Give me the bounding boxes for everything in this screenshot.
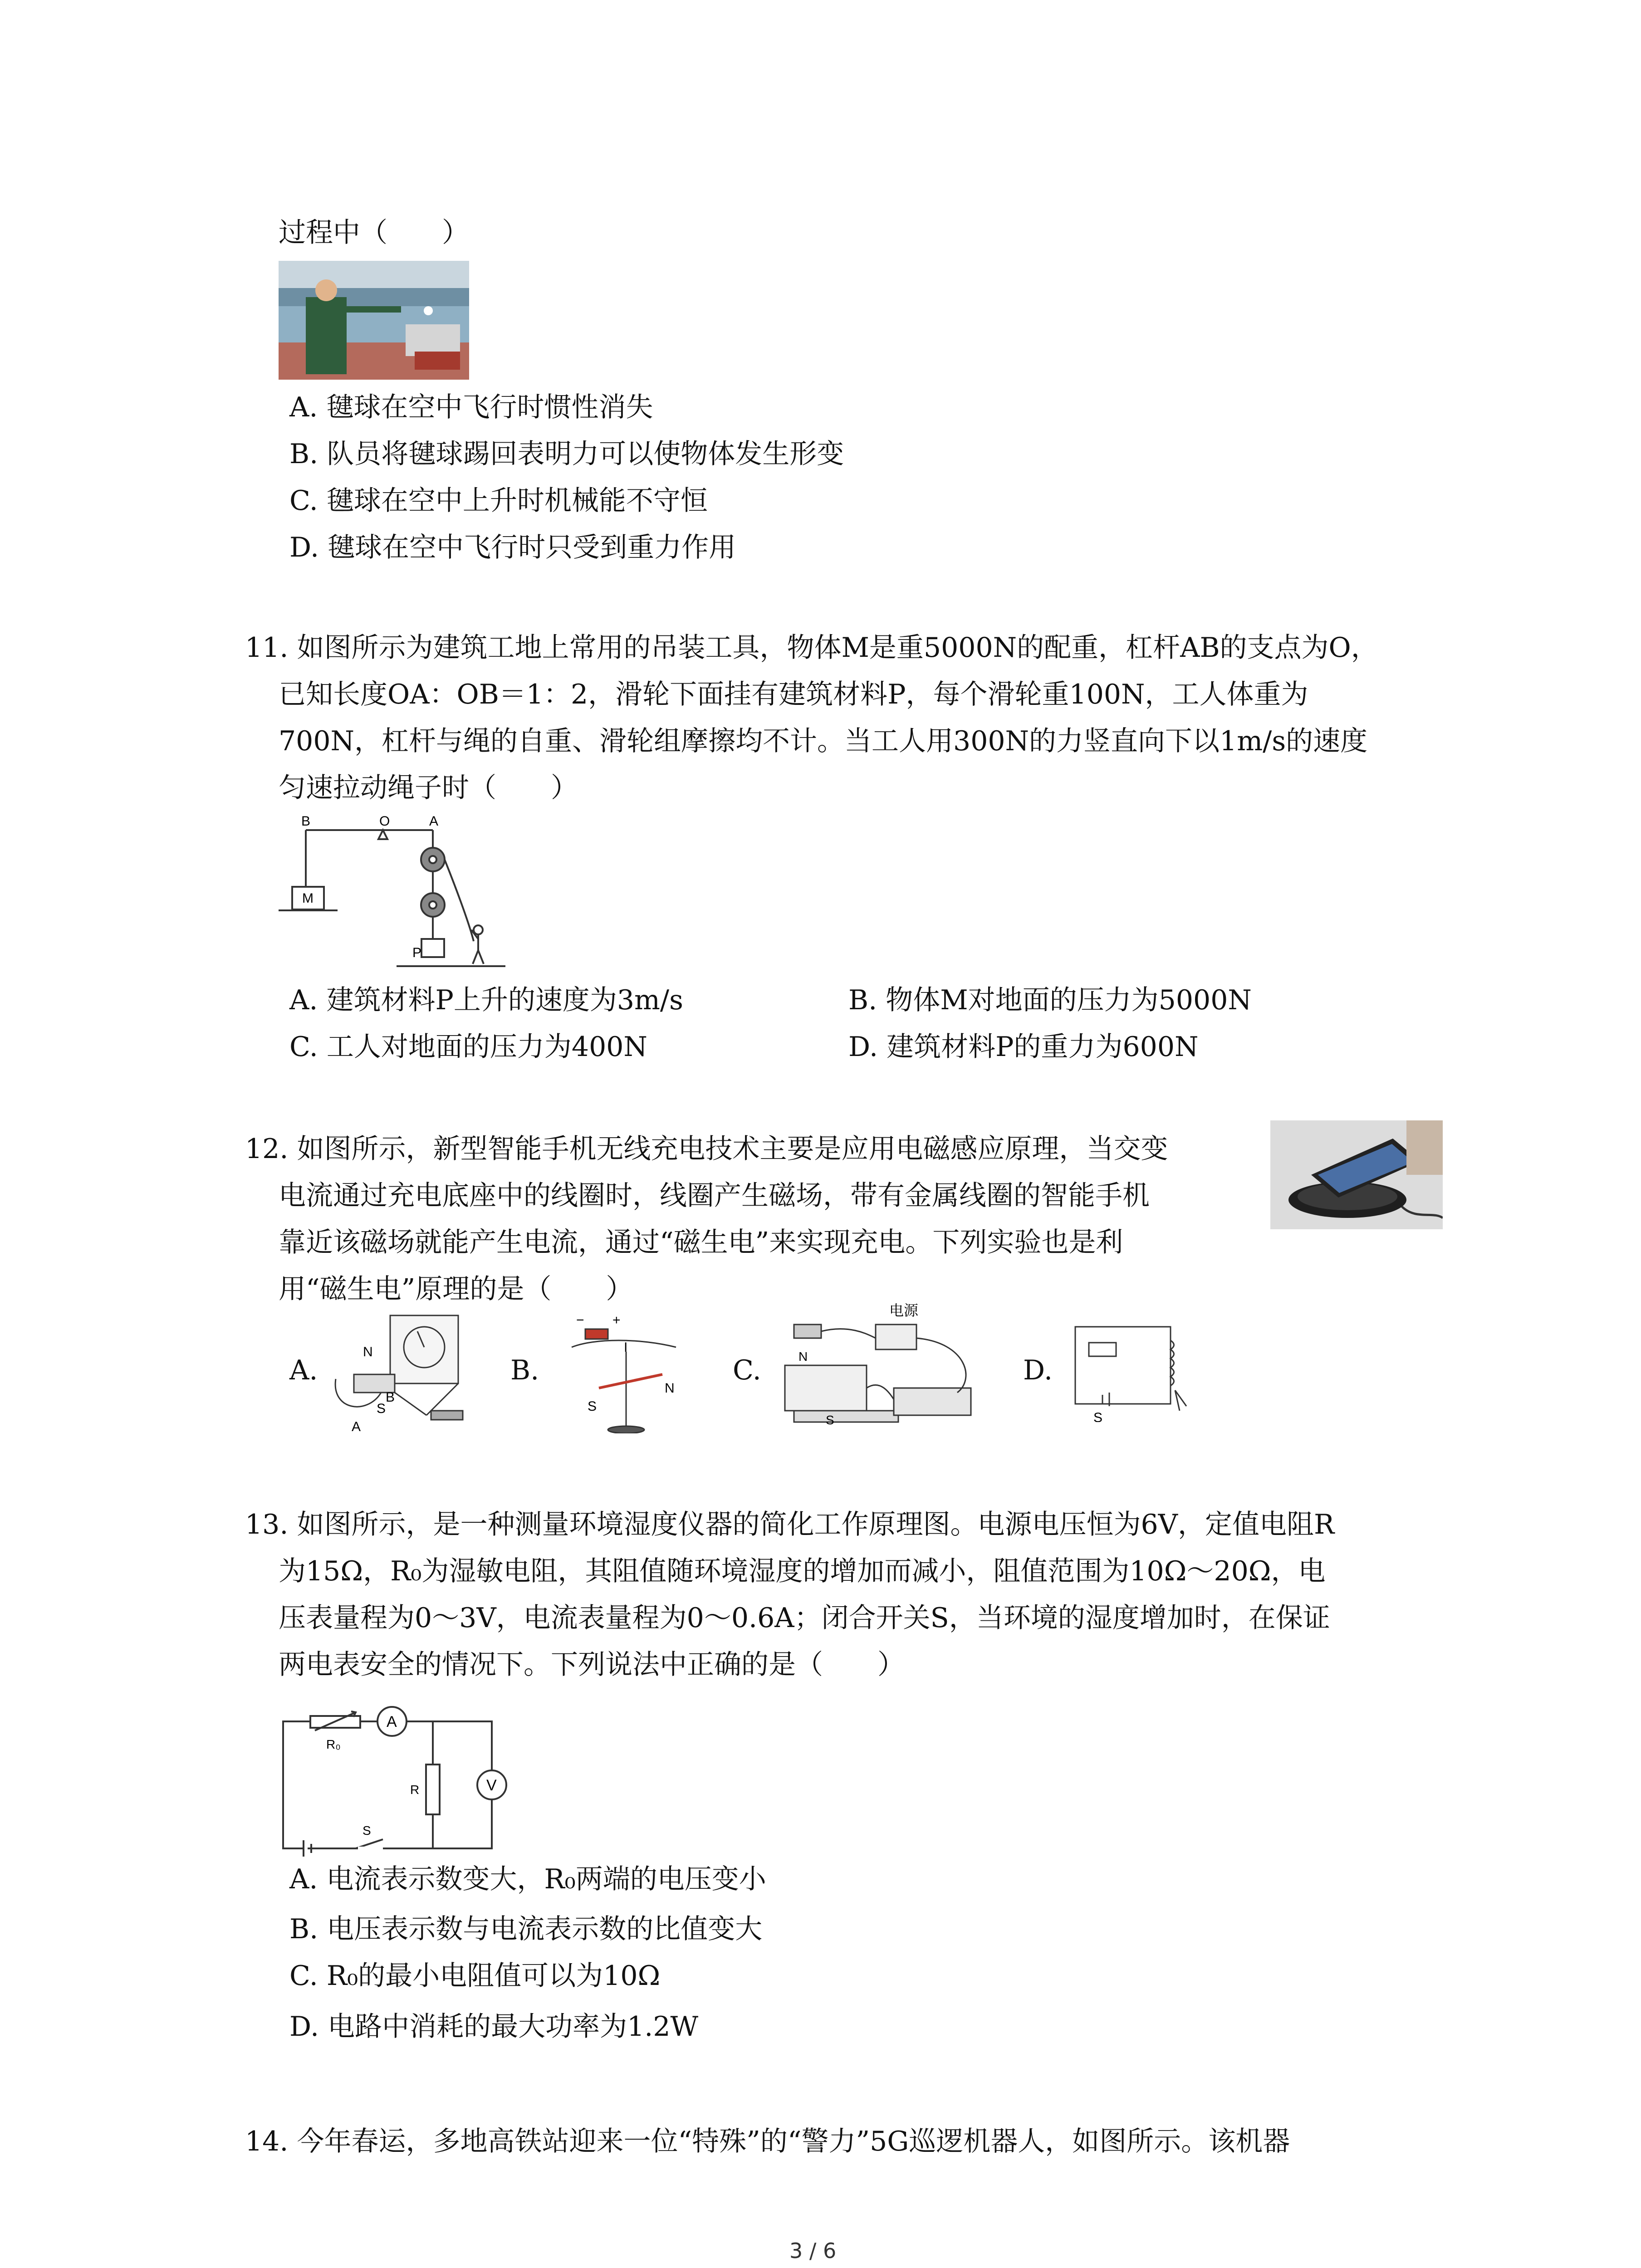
q13-circuit-diagram [279,1703,533,1857]
q13-label-ammeter: A [387,1713,397,1730]
q13-option-d: D. 电路中消耗的最大功率为1.2W [289,2011,699,2043]
q12-stem-line-2: 电流通过充电底座中的线圈时，线圈产生磁场，带有金属线圈的智能手机 [279,1180,1150,1212]
q13-stem-line-1: 13. 如图所示，是一种测量环境湿度仪器的简化工作原理图。电源电压恒为6V，定值电阻R [245,1509,1335,1540]
q11-figure-lever-pulley [279,814,514,978]
q11-option-b: B. 物体M对地面的压力为5000N [848,984,1252,1016]
q13-option-b: B. 电压表示数与电流表示数的比值变大 [289,1913,763,1945]
q11-stem-line-3: 700N，杠杆与绳的自重、滑轮组摩擦均不计。当工人用300N的力竖直向下以1m/s的速度 [279,725,1368,757]
q12-photo-wireless-charger [1270,1120,1443,1229]
q11-fig-label-b: B [301,814,311,829]
q12-option-d-letter: D. [1023,1354,1053,1386]
q13-label-switch: S [362,1823,371,1838]
q12-option-c-figure [776,1297,980,1433]
q12-stem-line-3: 靠近该磁场就能产生电流，通过“磁生电”来实现充电。下列实验也是利 [279,1227,1123,1258]
q11-fig-label-m: M [302,891,314,906]
q11-fig-label-p: P [412,945,422,960]
q12b-label-plus: + [612,1313,621,1328]
q13-option-c: C. R₀的最小电阻值可以为10Ω [289,1960,661,1992]
q12a-label-n: N [363,1344,373,1359]
q11-option-a: A. 建筑材料P上升的速度为3m/s [289,984,683,1016]
q11-fig-label-a: A [429,814,439,829]
q11-stem-line-4: 匀速拉动绳子时（ ） [279,772,578,804]
q12-stem-line-4: 用“磁生电”原理的是（ ） [279,1273,633,1305]
q11-option-c: C. 工人对地面的压力为400N [289,1031,647,1063]
q11-stem-line-2: 已知长度OA：OB＝1：2，滑轮下面挂有建筑材料P，每个滑轮重100N，工人体重为 [279,679,1308,710]
q10-option-a: A. 毽球在空中飞行时惯性消失 [289,391,653,423]
q10-option-d: D. 毽球在空中飞行时只受到重力作用 [289,532,736,563]
q11-option-d: D. 建筑材料P的重力为600N [848,1031,1199,1063]
q10-option-c: C. 毽球在空中上升时机械能不守恒 [289,485,708,517]
q11-stem-line-1: 11. 如图所示为建筑工地上常用的吊装工具，物体M是重5000N的配重，杠杆AB的支点为O， [245,632,1378,664]
q12a-label-s: S [377,1401,386,1416]
q12c-label-s: S [826,1413,834,1427]
page-number: 3 / 6 [789,2239,837,2263]
q12c-label-n: N [798,1349,808,1364]
q12d-label-s: S [1093,1410,1103,1422]
q12-option-a-letter: A. [289,1354,318,1386]
q13-label-r: R [410,1783,420,1797]
q12c-label-power: 电源 [889,1302,919,1319]
q12-option-c-letter: C. [733,1354,761,1386]
q12b-label-minus: − [576,1313,584,1328]
q12-option-b-figure [558,1311,694,1433]
q12-option-a-figure [327,1311,472,1433]
q12-option-b-letter: B. [510,1354,539,1386]
q12b-label-n: N [665,1381,675,1396]
q14-stem-line-1: 14. 今年春运，多地高铁站迎来一位“特殊”的“警力”5G巡逻机器人，如图所示。该机器 [245,2126,1290,2157]
q12a-label-b: B [386,1390,395,1405]
q12-stem-line-1: 12. 如图所示，新型智能手机无线充电技术主要是应用电磁感应原理，当交变 [245,1133,1168,1165]
q13-stem-line-3: 压表量程为0～3V，电流表量程为0～0.6A；闭合开关S，当环境的湿度增加时，在保证 [279,1602,1330,1634]
q12a-label-a: A [352,1419,361,1433]
q10-stem-tail: 过程中（ ） [279,217,469,249]
q13-stem-line-2: 为15Ω，R₀为湿敏电阻，其阻值随环境湿度的增加而减小，阻值范围为10Ω～20Ω，电 [279,1555,1326,1587]
q13-option-a: A. 电流表示数变大，R₀两端的电压变小 [289,1863,766,1895]
q13-label-r0: R₀ [326,1737,341,1751]
q12b-label-s: S [588,1399,597,1414]
q10-photo-shuttlecock-player [279,261,469,380]
q11-fig-label-o: O [379,814,390,829]
q12-option-d-figure [1066,1318,1202,1422]
q12b-label-i: I [624,1340,628,1355]
q13-label-voltmeter: V [486,1777,497,1794]
q13-stem-line-4: 两电表安全的情况下。下列说法中正确的是（ ） [279,1649,905,1681]
q10-option-b: B. 队员将毽球踢回表明力可以使物体发生形变 [289,438,844,470]
